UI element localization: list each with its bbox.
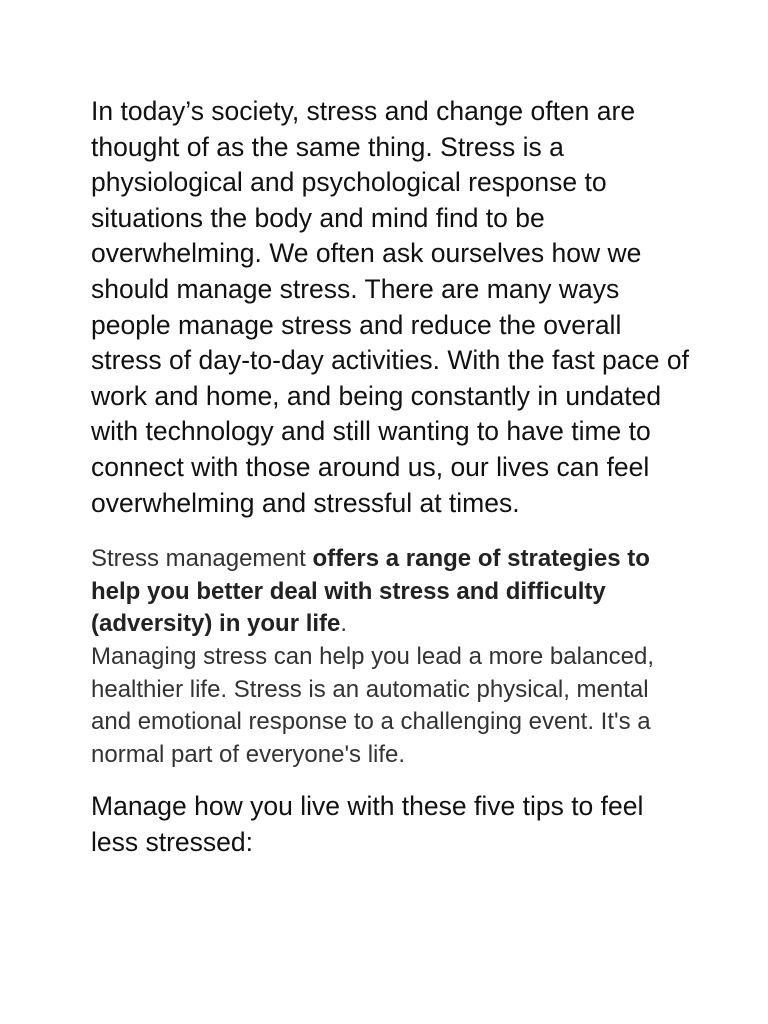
paragraph-rest-text: Managing stress can help you lead a more balanced, healthier life. Stress is an automatic physical, mental and emotional response to a challenging event. It's a normal part of everyone's life. bbox=[91, 642, 655, 768]
tips-heading-paragraph: Manage how you live with these five tips to feel less stressed: bbox=[91, 791, 644, 857]
stress-management-paragraph bbox=[91, 543, 691, 771]
paragraph-bold-text: offers a range of strategies to help you better deal with stress and difficulty (adversity) in your life bbox=[91, 545, 650, 638]
paragraph-lead-text: Stress management bbox=[91, 545, 313, 573]
document-page bbox=[91, 94, 691, 860]
intro-paragraph: In today’s society, stress and change often are thought of as the same thing. Stress is a physiological and psychological response to situations the body and mind find to be overwhelming. We often ask ourselves how we should manage stress. There are many ways people manage stress and reduce the overall stress of day-to-day activities. With the fast pace of work and home, and being constantly in undated with technology and still wanting to have time to connect with those around us, our lives can feel overwhelming and stressful at times. bbox=[91, 96, 689, 518]
paragraph-period: . bbox=[340, 610, 348, 638]
